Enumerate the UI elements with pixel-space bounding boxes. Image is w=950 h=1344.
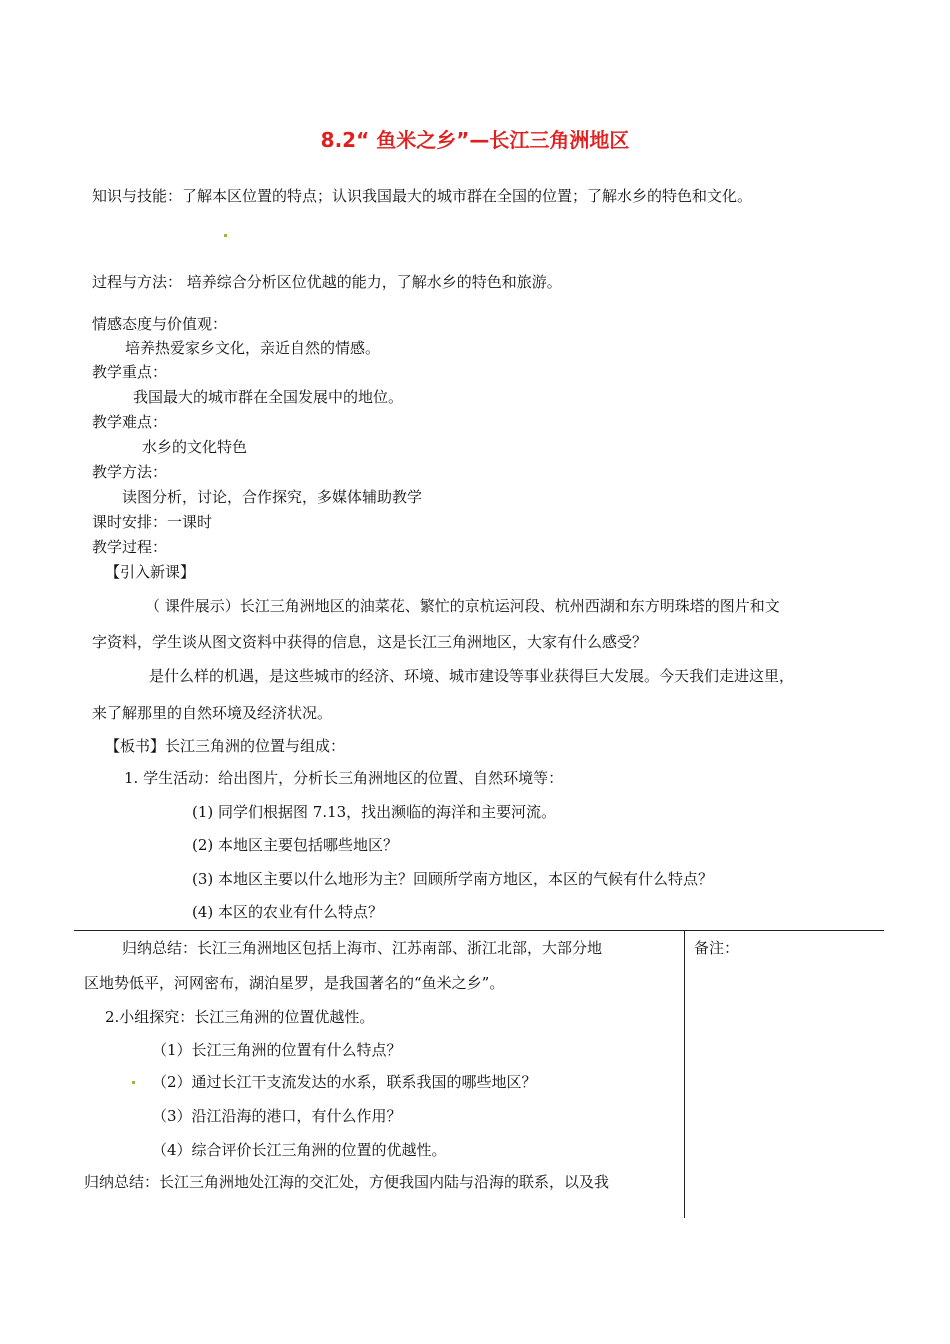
summary-1-line-2: 区地势低平，河网密布，湖泊星罗，是我国著名的“鱼米之乡”。 xyxy=(84,974,505,992)
activity-question-3: (3) 本地区主要以什么地形为主？回顾所学南方地区，本区的气候有什么特点？ xyxy=(192,870,714,888)
speck-mark xyxy=(224,234,227,237)
group-explore-heading: 2.小组探究：长江三角洲的位置优越性。 xyxy=(105,1008,375,1026)
explore-question-3: （3）沿江沿海的港口，有什么作用？ xyxy=(152,1107,402,1125)
board-heading: 【板书】长江三角洲的位置与组成： xyxy=(105,737,346,755)
key-point-label: 教学重点： xyxy=(92,363,168,381)
intro-paragraph-1-line-2: 字资料，学生谈从图文资料中获得的信息，这是长江三角洲地区，大家有什么感受？ xyxy=(92,633,648,651)
explore-question-4: （4）综合评价长江三角洲的位置的优越性。 xyxy=(152,1141,447,1159)
process-label: 教学过程： xyxy=(92,538,168,556)
intro-heading: 【引入新课】 xyxy=(105,563,196,581)
explore-question-2: （2）通过长江干支流发达的水系，联系我国的哪些地区？ xyxy=(152,1073,537,1091)
schedule-text: 课时安排：一课时 xyxy=(92,513,213,531)
difficulty-text: 水乡的文化特色 xyxy=(142,438,248,456)
notes-label: 备注： xyxy=(694,939,740,957)
table-column-divider xyxy=(684,930,685,1218)
activity-question-4: (4) 本区的农业有什么特点？ xyxy=(192,903,384,921)
explore-question-1: （1）长江三角洲的位置有什么特点？ xyxy=(152,1041,402,1059)
activity-question-1: (1) 同学们根据图 7.13，找出濒临的海洋和主要河流。 xyxy=(192,803,557,821)
objective-knowledge: 知识与技能：了解本区位置的特点；认识我国最大的城市群在全国的位置；了解水乡的特色和文化。 xyxy=(92,187,753,205)
activity-question-2: (2) 本地区主要包括哪些地区？ xyxy=(192,836,399,854)
emotion-text: 培养热爱家乡文化，亲近自然的情感。 xyxy=(125,339,381,357)
method-label: 教学方法： xyxy=(92,463,168,481)
intro-paragraph-2-line-2: 来了解那里的自然环境及经济状况。 xyxy=(92,704,333,722)
intro-paragraph-1-line-1: （ 课件展示）长江三角洲地区的油菜花、繁忙的京杭运河段、杭州西湖和东方明珠塔的图片和文 xyxy=(145,597,780,615)
speck-mark xyxy=(132,1081,135,1084)
method-text: 读图分析，讨论，合作探究，多媒体辅助教学 xyxy=(122,488,423,506)
objective-process: 过程与方法： 培养综合分析区位优越的能力，了解水乡的特色和旅游。 xyxy=(92,273,562,291)
page-title: 8.2“ 鱼米之乡”—长江三角洲地区 xyxy=(320,128,630,152)
table-top-border xyxy=(74,930,884,931)
summary-1-line-1: 归纳总结：长江三角洲地区包括上海市、江苏南部、浙江北部，大部分地 xyxy=(122,939,603,957)
student-activity: 1. 学生活动：给出图片，分析长三角洲地区的位置、自然环境等： xyxy=(124,769,564,787)
key-point-text: 我国最大的城市群在全国发展中的地位。 xyxy=(133,388,404,406)
intro-paragraph-2-line-1: 是什么样的机遇，是这些城市的经济、环境、城市建设等事业获得巨大发展。今天我们走进这里， xyxy=(149,667,795,685)
summary-2: 归纳总结：长江三角洲地处江海的交汇处，方便我国内陆与沿海的联系，以及我 xyxy=(84,1173,610,1191)
difficulty-label: 教学难点： xyxy=(92,413,168,431)
emotion-label: 情感态度与价值观： xyxy=(92,315,228,333)
